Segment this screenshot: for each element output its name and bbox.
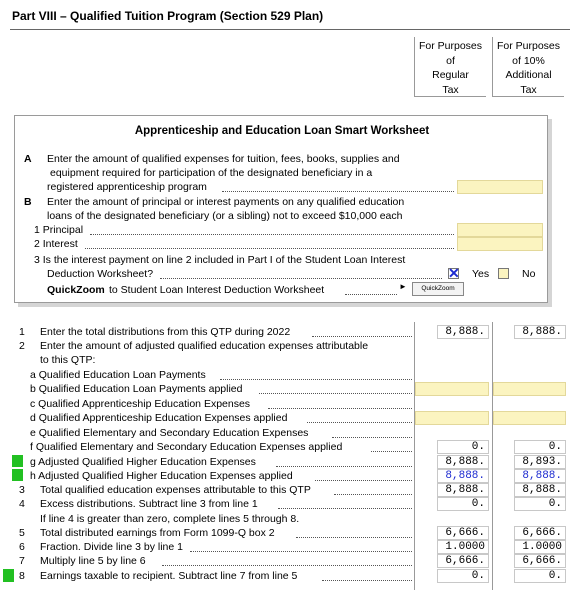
line6-regular-value[interactable]: 1.0000 — [437, 540, 489, 554]
col-head-line: Additional — [505, 69, 552, 81]
ws-interest-label: 2 Interest — [34, 238, 78, 250]
review-marker-h — [12, 469, 23, 481]
col-head-line: Tax — [442, 83, 459, 96]
line2f-additional-value[interactable]: 0. — [514, 440, 566, 454]
line8-text: Earnings taxable to recipient. Subtract line 7 from line 5 — [40, 570, 298, 582]
line7-num: 7 — [19, 555, 25, 567]
leader-dots — [296, 537, 412, 538]
top-rule — [10, 29, 570, 30]
leader-dots — [332, 437, 412, 438]
line4-text2: If line 4 is greater than zero, complete lines 5 through 8. — [40, 513, 300, 525]
review-marker-8 — [3, 569, 14, 582]
line2g-text: g Adjusted Qualified Higher Education Expenses — [30, 456, 256, 468]
ws-letter-b: B — [24, 196, 32, 208]
line6-num: 6 — [19, 541, 25, 553]
line1-text: Enter the total distributions from this QTP during 2022 — [40, 326, 291, 338]
leader-dots — [222, 191, 454, 192]
ws-b-line1: Enter the amount of principal or interest payments on any qualified education — [47, 196, 405, 208]
line3-text: Total qualified education expenses attributable to this QTP — [40, 484, 311, 496]
ws-a-line1: Enter the amount of qualified expenses for tuition, fees, books, supplies and — [47, 153, 400, 165]
line2h-regular-value[interactable]: 8,888. — [437, 469, 489, 483]
line3-regular-value[interactable]: 8,888. — [437, 483, 489, 497]
line8-additional-value[interactable]: 0. — [514, 569, 566, 583]
no-label: No — [522, 268, 536, 280]
column-header-regular — [414, 37, 486, 97]
ws-q3-line1: 3 Is the interest payment on line 2 included in Part I of the Student Loan Interest — [34, 254, 406, 266]
line7-additional-value[interactable]: 6,666. — [514, 554, 566, 568]
column-divider — [414, 322, 415, 590]
line2d-additional-field[interactable] — [493, 411, 566, 425]
interest-field[interactable] — [457, 237, 543, 251]
line4-regular-value[interactable]: 0. — [437, 497, 489, 511]
line2b-text: b Qualified Education Loan Payments applied — [30, 383, 243, 395]
line2c-text: c Qualified Apprenticeship Education Expenses — [30, 398, 251, 410]
leader-dots — [276, 466, 412, 467]
review-marker-g — [12, 455, 23, 467]
line7-regular-value[interactable]: 6,666. — [437, 554, 489, 568]
line5-num: 5 — [19, 527, 25, 539]
quickzoom-label-bold: QuickZoom — [47, 284, 105, 296]
ws-letter-a: A — [24, 153, 32, 165]
leader-dots — [312, 336, 412, 337]
leader-dots — [90, 234, 454, 235]
leader-dots — [371, 451, 412, 452]
line2e-text: e Qualified Elementary and Secondary Education Expenses — [30, 427, 309, 439]
line2h-text: h Adjusted Qualified Higher Education Expenses applied — [30, 470, 293, 482]
line2-text1: Enter the amount of adjusted qualified education expenses attributable — [40, 340, 369, 352]
leader-dots — [85, 248, 454, 249]
col-head-line: For Purposes — [418, 40, 483, 52]
line3-additional-value[interactable]: 8,888. — [514, 483, 566, 497]
line2h-additional-value[interactable]: 8,888. — [514, 469, 566, 483]
leader-dots — [190, 551, 412, 552]
ws-q3-line2: Deduction Worksheet? — [47, 268, 154, 280]
col-head-line: Tax — [520, 83, 537, 96]
line2g-regular-value[interactable]: 8,888. — [437, 455, 489, 469]
leader-dots — [315, 480, 412, 481]
line2d-text: d Qualified Apprenticeship Education Expenses applied — [30, 412, 288, 424]
ws-a-line2: equipment required for participation of the designated beneficiary in a — [50, 167, 373, 179]
line2f-regular-value[interactable]: 0. — [437, 440, 489, 454]
ws-b-line2: loans of the designated beneficiary (or a sibling) not to exceed $10,000 each — [47, 210, 403, 222]
line2d-regular-field[interactable] — [415, 411, 489, 425]
line2b-regular-field[interactable] — [415, 382, 489, 396]
leader-dots — [162, 565, 412, 566]
line1-regular-value[interactable]: 8,888. — [437, 325, 489, 339]
line1-additional-value[interactable]: 8,888. — [514, 325, 566, 339]
line8-num: 8 — [19, 570, 25, 582]
worksheet-title: Apprenticeship and Education Loan Smart Worksheet — [134, 125, 430, 137]
ws-principal-label: 1 Principal — [34, 224, 84, 236]
line2b-additional-field[interactable] — [493, 382, 566, 396]
principal-field[interactable] — [457, 223, 543, 237]
quickzoom-label-text: to Student Loan Interest Deduction Worksheet — [109, 284, 325, 296]
leader-dots — [334, 494, 412, 495]
leader-dots — [345, 294, 397, 295]
column-divider — [492, 322, 493, 590]
line6-additional-value[interactable]: 1.0000 — [514, 540, 566, 554]
leader-dots — [278, 508, 412, 509]
apprenticeship-expenses-field[interactable] — [457, 180, 543, 194]
part-title: Part VIII – Qualified Tuition Program (Section 529 Plan) — [12, 9, 324, 23]
line5-regular-value[interactable]: 6,666. — [437, 526, 489, 540]
leader-dots — [259, 393, 412, 394]
leader-dots — [322, 580, 412, 581]
checked-x-icon: ✕ — [448, 265, 460, 281]
line2a-text: a Qualified Education Loan Payments — [30, 369, 206, 381]
line7-text: Multiply line 5 by line 6 — [40, 555, 146, 567]
leader-dots — [268, 408, 412, 409]
play-arrow-icon: ► — [399, 282, 407, 291]
line4-text1: Excess distributions. Subtract line 3 from line 1 — [40, 498, 258, 510]
yes-label: Yes — [472, 268, 490, 280]
col-head-line: For Purposes — [496, 40, 561, 52]
line2-num: 2 — [19, 340, 25, 352]
line5-text: Total distributed earnings from Form 1099-Q box 2 — [40, 527, 275, 539]
leader-dots — [307, 422, 412, 423]
line2-text2: to this QTP: — [40, 354, 96, 366]
line4-num: 4 — [19, 498, 25, 510]
line2g-additional-value[interactable]: 8,893. — [514, 455, 566, 469]
leader-dots — [160, 278, 442, 279]
column-header-additional — [492, 37, 564, 97]
col-head-line: of — [446, 54, 455, 67]
line4-additional-value[interactable]: 0. — [514, 497, 566, 511]
col-head-line: of 10% — [512, 54, 545, 67]
line1-num: 1 — [19, 326, 25, 338]
line5-additional-value[interactable]: 6,666. — [514, 526, 566, 540]
quickzoom-button[interactable]: QuickZoom — [412, 282, 464, 296]
col-head-line: Regular — [432, 69, 469, 81]
line2f-text: f Qualified Elementary and Secondary Education Expenses applied — [30, 441, 343, 453]
no-checkbox[interactable] — [498, 268, 509, 279]
leader-dots — [220, 379, 412, 380]
line3-num: 3 — [19, 484, 25, 496]
line8-regular-value[interactable]: 0. — [437, 569, 489, 583]
ws-a-line3: registered apprenticeship program — [47, 181, 207, 193]
line6-text: Fraction. Divide line 3 by line 1 — [40, 541, 183, 553]
